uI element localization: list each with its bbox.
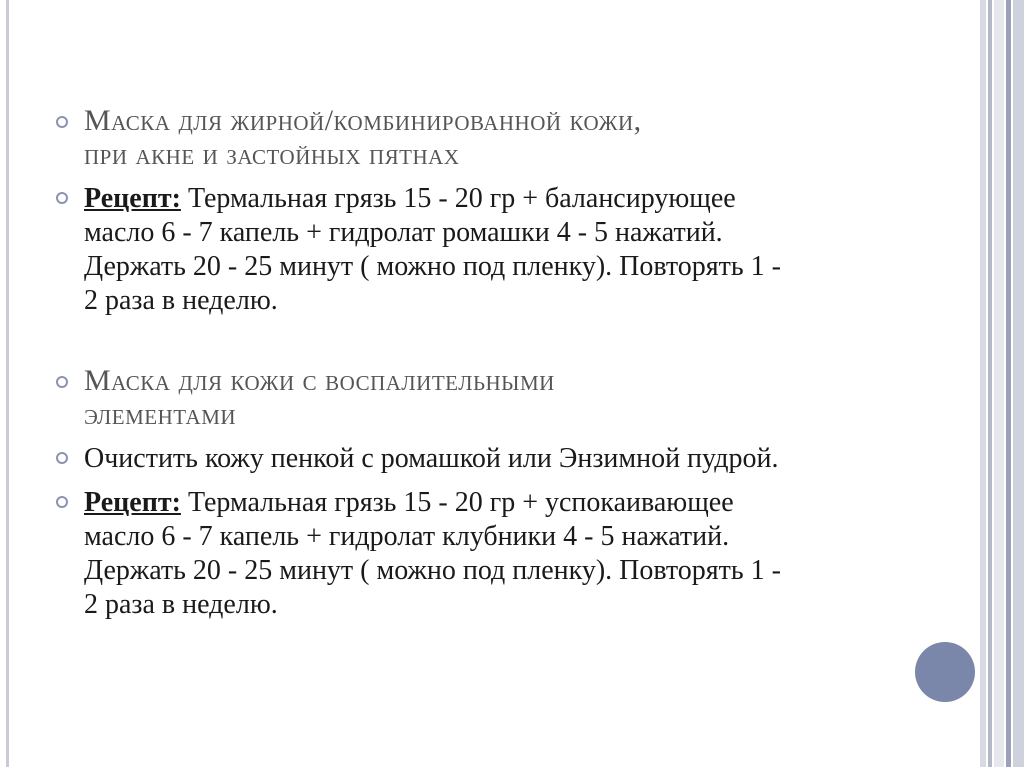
section2-recipe bbox=[56, 486, 946, 622]
ring-bullet-icon bbox=[56, 452, 68, 464]
section1-heading-line2: при акне и застойных пятнах bbox=[84, 138, 460, 171]
left-frame-line bbox=[6, 0, 9, 767]
section2-cleanse bbox=[56, 442, 946, 476]
stripe bbox=[994, 0, 1004, 767]
right-stripes bbox=[980, 0, 1024, 767]
section2-heading bbox=[56, 364, 946, 432]
recipe-line: Держать 20 - 25 минут ( можно под пленку). Повторять 1 - bbox=[84, 555, 781, 586]
section1-heading-line1: Маска для жирной/комбинированной кожи, bbox=[84, 104, 642, 137]
recipe-line: Термальная грязь 15 - 20 гр + балансирующее bbox=[180, 183, 736, 214]
recipe-label: Рецепт: bbox=[84, 183, 181, 214]
ring-bullet-icon bbox=[56, 116, 68, 128]
section2-heading-line1: Маска для кожи с воспалительными bbox=[84, 364, 555, 397]
recipe-line: Термальная грязь 15 - 20 гр + успокаивающее bbox=[180, 487, 734, 518]
ring-bullet-icon bbox=[56, 496, 68, 508]
recipe-line: масло 6 - 7 капель + гидролат ромашки 4 - 5 нажатий. bbox=[84, 217, 723, 248]
section1-recipe bbox=[56, 182, 946, 318]
recipe-line: 2 раза в неделю. bbox=[84, 285, 278, 316]
stripe bbox=[988, 0, 992, 767]
slide-content bbox=[56, 104, 946, 622]
cleanse-text: Очистить кожу пенкой с ромашкой или Энзимной пудрой. bbox=[84, 443, 779, 474]
section2-heading-line2: элементами bbox=[84, 398, 237, 431]
ring-bullet-icon bbox=[56, 192, 68, 204]
recipe-line: Держать 20 - 25 минут ( можно под пленку). Повторять 1 - bbox=[84, 251, 781, 282]
recipe-line: 2 раза в неделю. bbox=[84, 589, 278, 620]
stripe bbox=[1013, 0, 1024, 767]
ring-bullet-icon bbox=[56, 376, 68, 388]
circle-decoration bbox=[915, 642, 975, 702]
recipe-line: масло 6 - 7 капель + гидролат клубники 4 - 5 нажатий. bbox=[84, 521, 730, 552]
recipe-label: Рецепт: bbox=[84, 487, 181, 518]
stripe bbox=[980, 0, 986, 767]
section1-heading bbox=[56, 104, 946, 172]
stripe bbox=[1006, 0, 1011, 767]
